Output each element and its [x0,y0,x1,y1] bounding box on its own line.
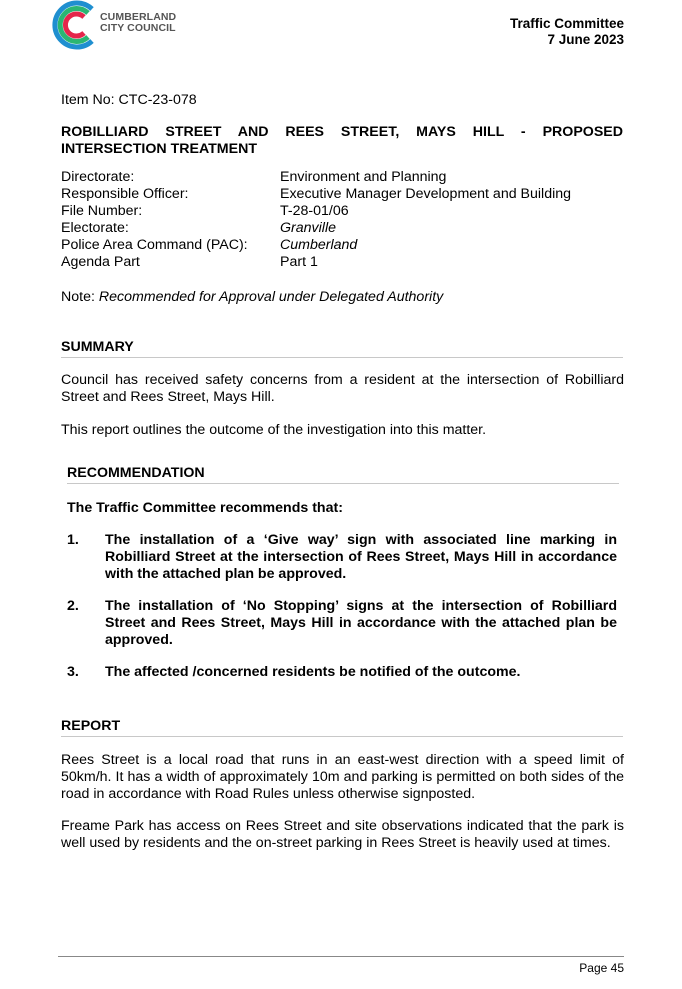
council-logo [52,0,202,52]
recommendation-item: 2. The installation of ‘No Stopping’ signs at the intersection of Robilliard Street and Rees Street, Mays Hill in accordance with the attached plan be approved. [67,598,617,648]
recommendation-heading: RECOMMENDATION [67,465,619,484]
recommendation-intro: The Traffic Committee recommends that: [67,500,343,516]
meta-row-electorate: Electorate: Granville [61,220,336,236]
report-metadata [61,169,631,271]
summary-heading: SUMMARY [61,339,623,358]
meta-row-agenda-part: Agenda Part Part 1 [61,254,318,270]
recommendation-item: 1. The installation of a ‘Give way’ sign with associated line marking in Robilliard Street at the intersection of Rees Street, Mays Hill in accordance with the attached plan be approved. [67,532,617,582]
report-paragraph: Freame Park has access on Rees Street and site observations indicated that the park is well used by residents and the on-street parking in Rees Street is heavily used at times. [61,818,624,851]
meeting-date: 7 June 2023 [547,32,624,47]
council-logo-icon [52,0,98,50]
report-heading: REPORT [61,718,623,737]
item-number: Item No: CTC-23-078 [61,92,197,108]
report-paragraph: Rees Street is a local road that runs in an east-west direction with a speed limit of 50km/h. It has a width of approximately 10m and parking is permitted on both sides of the road in accordance with Road Rules unless otherwise signposted. [61,752,624,802]
meta-row-pac: Police Area Command (PAC): Cumberland [61,237,358,253]
recommendation-item: 3. The affected /concerned residents be notified of the outcome. [67,664,521,680]
meta-row-responsible-officer: Responsible Officer: Executive Manager Development and Building [61,186,572,202]
report-title: ROBILLIARD STREET AND REES STREET, MAYS HILL - PROPOSED INTERSECTION TREATMENT [61,124,623,157]
header-meeting-info [510,16,624,48]
summary-paragraph: This report outlines the outcome of the investigation into this matter. [61,422,487,438]
recommendation-list [67,532,617,696]
page-number: Page 45 [579,961,624,975]
meeting-name: Traffic Committee [509,16,624,31]
approval-note: Note: Recommended for Approval under Delegated Authority [61,289,444,305]
meta-row-file-number: File Number: T-28-01/06 [61,203,349,219]
summary-paragraph: Council has received safety concerns from a resident at the intersection of Robilliard Street and Rees Street, Mays Hill. [61,372,624,405]
council-wordmark: CUMBERLAND CITY COUNCIL [100,11,177,34]
footer-divider [58,956,624,957]
meta-row-directorate: Directorate: Environment and Planning [61,169,447,185]
